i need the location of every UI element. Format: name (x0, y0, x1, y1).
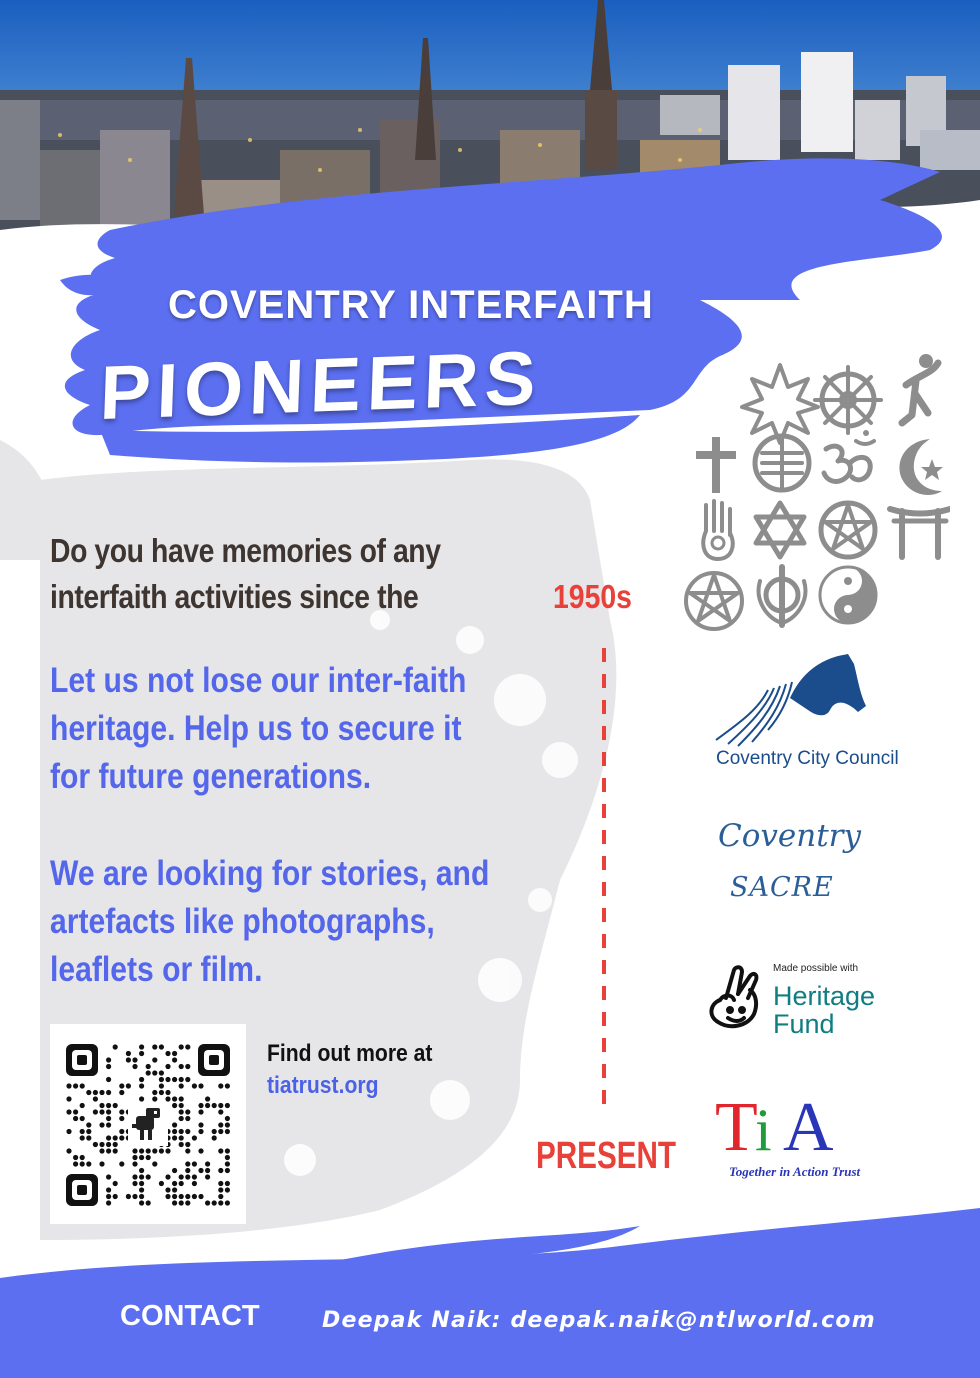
qr-module (212, 1200, 217, 1205)
qr-module (165, 1096, 170, 1101)
qr-module (212, 1129, 217, 1134)
qr-module (126, 1194, 131, 1199)
qr-module (93, 1142, 98, 1147)
title-pioneers: PIONEERS (98, 335, 544, 436)
qr-module (80, 1155, 85, 1160)
qr-module (86, 1122, 91, 1127)
qr-module (185, 1044, 190, 1049)
qr-module (159, 1148, 164, 1153)
qr-module (218, 1168, 223, 1173)
qr-module (113, 1181, 118, 1186)
pentagram-icon (686, 573, 742, 629)
qr-module (212, 1135, 217, 1140)
qr-module (73, 1116, 78, 1121)
qr-module (106, 1064, 111, 1069)
qr-module (165, 1077, 170, 1082)
qr-module (132, 1155, 137, 1160)
qr-module (185, 1148, 190, 1153)
qr-module (99, 1103, 104, 1108)
qr-module (159, 1070, 164, 1075)
qr-module (126, 1083, 131, 1088)
qr-module (66, 1109, 71, 1114)
qr-module (225, 1168, 230, 1173)
qr-module (152, 1044, 157, 1049)
request-line-3: leaflets or film. (50, 950, 263, 989)
qr-module (198, 1148, 203, 1153)
qr-module (146, 1200, 151, 1205)
qr-module (172, 1051, 177, 1056)
qr-module (205, 1200, 210, 1205)
qr-module (205, 1096, 210, 1101)
qr-module (212, 1103, 217, 1108)
qr-module (218, 1187, 223, 1192)
qr-module (66, 1148, 71, 1153)
appeal-line-1: Let us not lose our inter-faith (50, 661, 467, 700)
qr-module (132, 1161, 137, 1166)
qr-module (106, 1135, 111, 1140)
qr-module (119, 1083, 124, 1088)
qr-module (179, 1142, 184, 1147)
qr-module (146, 1070, 151, 1075)
qr-module (205, 1161, 210, 1166)
qr-module (139, 1168, 144, 1173)
qr-module (179, 1129, 184, 1134)
qr-module (106, 1200, 111, 1205)
qr-module (159, 1083, 164, 1088)
crescent-star-icon (900, 439, 943, 495)
qr-module (132, 1194, 137, 1199)
qr-module (192, 1135, 197, 1140)
om-icon (824, 430, 874, 481)
qr-module (132, 1174, 137, 1179)
qr-module (152, 1148, 157, 1153)
sacre-line-1: Coventry (718, 818, 861, 854)
request-line-1: We are looking for stories, and (50, 854, 490, 893)
qr-module (106, 1090, 111, 1095)
qr-module (165, 1064, 170, 1069)
year-highlight: 1950s (553, 578, 632, 615)
qr-module (159, 1044, 164, 1049)
qr-module (139, 1051, 144, 1056)
qr-module (139, 1077, 144, 1082)
qr-module (185, 1194, 190, 1199)
qr-module (198, 1109, 203, 1114)
qr-module (106, 1148, 111, 1153)
qr-module (106, 1142, 111, 1147)
qr-module (119, 1116, 124, 1121)
qr-module (139, 1181, 144, 1186)
qr-module (179, 1077, 184, 1082)
question-line-2: interfaith activities since the (50, 578, 419, 615)
torii-icon (890, 509, 950, 557)
qr-module (205, 1168, 210, 1173)
qr-module (152, 1057, 157, 1062)
cross-icon (696, 437, 736, 493)
fund-label: Fund (773, 1009, 835, 1039)
qr-module (198, 1129, 203, 1134)
qr-module (172, 1057, 177, 1062)
find-out-more-label: Find out more at (267, 1040, 433, 1067)
contact-email[interactable]: Deepak Naik: deepak.naik@ntlworld.com (322, 1308, 876, 1333)
qr-module (106, 1116, 111, 1121)
qr-module (179, 1083, 184, 1088)
jain-hand-icon (703, 501, 732, 559)
title-coventry-interfaith: COVENTRY INTERFAITH (168, 283, 654, 327)
qr-module (218, 1109, 223, 1114)
qr-module (185, 1168, 190, 1173)
sacre-line-2: SACRE (730, 872, 834, 903)
qr-module (113, 1103, 118, 1108)
qr-module (73, 1109, 78, 1114)
qr-module (106, 1122, 111, 1127)
request-line-2: artefacts like photographs, (50, 902, 435, 941)
qr-module (172, 1096, 177, 1101)
qr-module (66, 1096, 71, 1101)
qr-module (159, 1090, 164, 1095)
qr-module (119, 1090, 124, 1095)
qr-module (179, 1181, 184, 1186)
coventry-sacre-logo (690, 793, 906, 941)
qr-module (119, 1161, 124, 1166)
qr-module (192, 1194, 197, 1199)
qr-module (152, 1090, 157, 1095)
qr-module (132, 1148, 137, 1153)
qr-module (225, 1129, 230, 1134)
qr-module (179, 1174, 184, 1179)
qr-module (80, 1129, 85, 1134)
qr-module (179, 1096, 184, 1101)
qr-module (179, 1064, 184, 1069)
tia-tagline: Together in Action Trust (729, 1164, 861, 1179)
qr-module (80, 1116, 85, 1121)
qr-module (165, 1194, 170, 1199)
tia-logo-i: i (755, 1097, 772, 1163)
humanist-icon (902, 354, 938, 423)
qr-module (113, 1044, 118, 1049)
qr-module (185, 1161, 190, 1166)
qr-module (113, 1194, 118, 1199)
qr-module (225, 1161, 230, 1166)
qr-module (152, 1070, 157, 1075)
qr-module (179, 1135, 184, 1140)
qr-module (99, 1142, 104, 1147)
qr-module (80, 1135, 85, 1140)
qr-module (80, 1083, 85, 1088)
qr-module (99, 1090, 104, 1095)
qr-module (80, 1103, 85, 1108)
qr-module (172, 1129, 177, 1134)
faith-symbols-grid (680, 345, 950, 635)
qr-module (185, 1109, 190, 1114)
qr-module (165, 1051, 170, 1056)
qr-module (113, 1135, 118, 1140)
qr-module (179, 1116, 184, 1121)
qr-module (198, 1122, 203, 1127)
present-label: PRESENT (536, 1135, 676, 1177)
yin-yang-icon (820, 567, 876, 623)
qr-module (86, 1135, 91, 1140)
qr-module (192, 1181, 197, 1186)
qr-module (165, 1187, 170, 1192)
qr-module (73, 1083, 78, 1088)
qr-module (106, 1103, 111, 1108)
qr-module (198, 1103, 203, 1108)
qr-module (225, 1181, 230, 1186)
qr-module (172, 1122, 177, 1127)
khanda-icon (759, 567, 806, 625)
qr-module (165, 1174, 170, 1179)
heritage-made-possible-label: Made possible with (773, 963, 859, 974)
qr-module (139, 1096, 144, 1101)
qr-module (93, 1090, 98, 1095)
qr-module (113, 1148, 118, 1153)
qr-module (185, 1077, 190, 1082)
qr-module (185, 1142, 190, 1147)
qr-module (106, 1057, 111, 1062)
qr-module (172, 1077, 177, 1082)
qr-module (93, 1109, 98, 1114)
qr-module (218, 1122, 223, 1127)
qr-module (113, 1142, 118, 1147)
qr-module (172, 1187, 177, 1192)
qr-module (165, 1090, 170, 1095)
qr-module (119, 1109, 124, 1114)
chinese-symbol-icon (755, 436, 809, 490)
qr-module (225, 1200, 230, 1205)
qr-module (218, 1129, 223, 1134)
tia-logo-t: T (715, 1089, 758, 1166)
contact-label: CONTACT (120, 1300, 260, 1332)
qr-module (119, 1135, 124, 1140)
qr-module (218, 1200, 223, 1205)
bahai-star-icon (742, 365, 818, 443)
qr-module (132, 1064, 137, 1069)
qr-module (139, 1155, 144, 1160)
qr-code[interactable] (50, 1024, 246, 1224)
qr-module (218, 1148, 223, 1153)
qr-module (179, 1200, 184, 1205)
tia-logo-a: A (783, 1089, 834, 1166)
qr-module (86, 1129, 91, 1134)
qr-module (139, 1083, 144, 1088)
qr-module (152, 1096, 157, 1101)
qr-module (86, 1090, 91, 1095)
qr-module (185, 1116, 190, 1121)
qr-module (99, 1148, 104, 1153)
qr-module (99, 1109, 104, 1114)
qr-module (172, 1103, 177, 1108)
qr-module (132, 1057, 137, 1062)
dashed-divider (602, 648, 606, 1108)
qr-module (172, 1194, 177, 1199)
qr-module (172, 1200, 177, 1205)
qr-module (172, 1181, 177, 1186)
qr-module (152, 1161, 157, 1166)
qr-module (198, 1194, 203, 1199)
qr-module (205, 1174, 210, 1179)
qr-module (99, 1122, 104, 1127)
qr-code-graphic (50, 1024, 246, 1224)
qr-module (225, 1083, 230, 1088)
appeal-line-3: for future generations. (50, 757, 372, 796)
qr-module (179, 1044, 184, 1049)
qr-module (66, 1129, 71, 1134)
qr-module (119, 1129, 124, 1134)
qr-module (218, 1194, 223, 1199)
qr-module (93, 1096, 98, 1101)
qr-module (225, 1103, 230, 1108)
star-of-david-icon (756, 503, 804, 557)
qr-module (179, 1109, 184, 1114)
qr-module (106, 1077, 111, 1082)
qr-module (73, 1161, 78, 1166)
qr-module (146, 1174, 151, 1179)
heritage-label: Heritage (773, 981, 876, 1011)
qr-module (225, 1122, 230, 1127)
qr-module (146, 1155, 151, 1160)
qr-module (66, 1083, 71, 1088)
dharma-wheel-icon (815, 367, 881, 433)
qr-module (146, 1064, 151, 1069)
qr-module (159, 1181, 164, 1186)
qr-module (198, 1168, 203, 1173)
qr-module (192, 1174, 197, 1179)
pentacle-icon (821, 503, 875, 557)
coventry-city-council-logo (708, 650, 868, 750)
qr-module (106, 1194, 111, 1199)
qr-module (159, 1077, 164, 1082)
qr-module (139, 1187, 144, 1192)
qr-module (185, 1200, 190, 1205)
qr-module (165, 1148, 170, 1153)
qr-module (179, 1103, 184, 1108)
coventry-city-council-label: Coventry City Council (716, 748, 899, 769)
qr-module (139, 1194, 144, 1199)
qr-module (106, 1174, 111, 1179)
website-link[interactable]: tiatrust.org (267, 1072, 379, 1099)
qr-module (185, 1174, 190, 1179)
qr-module (126, 1051, 131, 1056)
qr-module (218, 1103, 223, 1108)
qr-module (192, 1161, 197, 1166)
qr-module (198, 1083, 203, 1088)
qr-module (172, 1168, 177, 1173)
qr-module (179, 1194, 184, 1199)
qr-module (99, 1161, 104, 1166)
qr-module (185, 1064, 190, 1069)
qr-module (139, 1044, 144, 1049)
qr-module (80, 1161, 85, 1166)
qr-module (106, 1187, 111, 1192)
qr-module (139, 1200, 144, 1205)
qr-module (225, 1155, 230, 1160)
question-line-1: Do you have memories of any (50, 532, 441, 569)
qr-module (218, 1181, 223, 1186)
qr-module (185, 1129, 190, 1134)
qr-module (218, 1083, 223, 1088)
qr-module (139, 1174, 144, 1179)
qr-module (172, 1135, 177, 1140)
qr-module (132, 1181, 137, 1186)
qr-module (225, 1148, 230, 1153)
qr-module (126, 1057, 131, 1062)
crossed-fingers-icon (700, 964, 770, 1034)
qr-module (146, 1148, 151, 1153)
appeal-line-2: heritage. Help us to secure it (50, 709, 462, 748)
qr-module (225, 1116, 230, 1121)
qr-module (86, 1161, 91, 1166)
qr-module (106, 1109, 111, 1114)
qr-module (139, 1148, 144, 1153)
qr-module (225, 1187, 230, 1192)
qr-module (73, 1155, 78, 1160)
qr-module (205, 1103, 210, 1108)
qr-module (192, 1083, 197, 1088)
